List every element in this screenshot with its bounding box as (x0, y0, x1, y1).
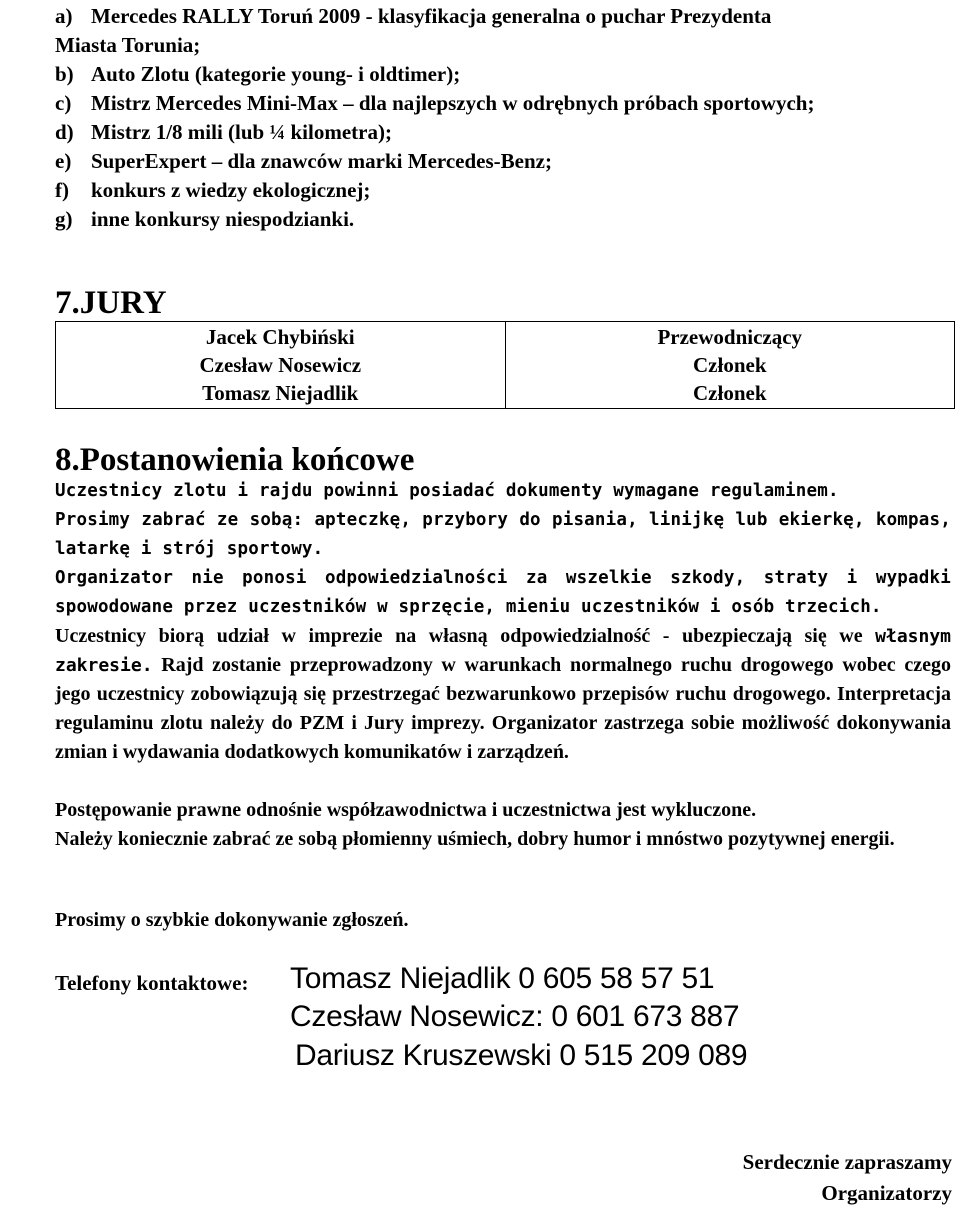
list-marker: e) (55, 149, 72, 173)
paragraph-liability: Organizator nie ponosi odpowiedzialności za wszelkie szkody, straty i wypadki spowodowane przez uczestników w sprzęcie, mieniu uczestników i osób trzecich. (55, 568, 951, 617)
list-item-text: konkurs z wiedzy ekologicznej; (91, 178, 371, 202)
signature-greeting: Serdecznie zapraszamy (742, 1150, 952, 1174)
jury-roles-cell (505, 322, 955, 409)
participation-text: Uczestnicy biorą udział w imprezie na własną odpowiedzialność - ubezpieczają się we (55, 625, 863, 647)
list-item-text: Mercedes RALLY Toruń 2009 - klasyfikacja generalna o puchar Prezydenta (91, 4, 772, 28)
list-item-text: inne konkursy niespodzianki. (91, 207, 355, 231)
list-marker: d) (55, 120, 74, 144)
prize-list (55, 2, 955, 234)
list-marker: f) (55, 178, 69, 202)
list-item (55, 118, 955, 147)
paragraph-energy: Należy koniecznie zabrać ze sobą płomienny uśmiech, dobry humor i mnóstwo pozytywnej energii. (55, 828, 895, 850)
list-marker: c) (55, 91, 72, 115)
paragraph-documents: Uczestnicy zlotu i rajdu powinni posiadać dokumenty wymagane regulaminem. (55, 481, 839, 501)
list-item-text: Mistrz Mercedes Mini-Max – dla najlepszych w odrębnych próbach sportowych; (91, 91, 815, 115)
jury-table (55, 321, 955, 409)
list-item (55, 205, 955, 234)
jury-member-role: Przewodniczący (657, 325, 803, 349)
list-item (55, 147, 955, 176)
list-item-text: Mistrz 1/8 mili (lub ¼ kilometra); (91, 120, 392, 144)
jury-names-cell (56, 322, 506, 409)
contact-line: Dariusz Kruszewski 0 515 209 089 (295, 1039, 748, 1072)
jury-heading: 7.JURY (55, 285, 167, 321)
final-provisions-heading: 8.Postanowienia końcowe (55, 442, 415, 478)
jury-member-role: Członek (693, 353, 767, 377)
contact-line: Czesław Nosewicz: 0 601 673 887 (290, 1000, 740, 1033)
list-item (55, 89, 955, 118)
jury-member-name: Tomasz Niejadlik (202, 381, 359, 405)
list-item (55, 176, 955, 205)
table-row (56, 322, 955, 409)
list-item-text: Auto Zlotu (kategorie young- i oldtimer); (91, 62, 461, 86)
paragraph-equipment: Prosimy zabrać ze sobą: apteczkę, przybory do pisania, linijkę lub ekierkę, kompas, latarkę i strój sportowy. (55, 510, 951, 559)
list-marker: g) (55, 207, 73, 231)
signature-organizers: Organizatorzy (821, 1181, 952, 1205)
participation-text-rest: Rajd zostanie przeprowadzony w warunkach normalnego ruchu drogowego wobec czego jego uczestnicy zobowiązują się przestrzegać bezwarunkowo przepisów ruchu drogowego. Interpretacja regulaminu zlotu należy do PZM i Jury imprezy. Organizator zastrzega sobie możliwość dokonywania zmian i wydawania dodatkowych komunikatów i zarządzeń. (55, 654, 951, 763)
participation-text-mono: własnym zakresie. (55, 626, 951, 676)
contact-line: Tomasz Niejadlik 0 605 58 57 51 (290, 962, 715, 995)
signature-block (743, 1147, 952, 1209)
list-item (55, 2, 955, 60)
list-item-text: SuperExpert – dla znawców marki Mercedes-Benz; (91, 149, 552, 173)
list-item-continuation: Miasta Torunia; (55, 33, 201, 57)
jury-member-name: Czesław Nosewicz (199, 353, 362, 377)
list-marker: a) (55, 4, 73, 28)
contact-label: Telefony kontaktowe: (55, 971, 249, 995)
jury-member-name: Jacek Chybiński (205, 325, 355, 349)
paragraph-applications: Prosimy o szybkie dokonywanie zgłoszeń. (55, 909, 409, 931)
jury-member-role: Członek (693, 381, 767, 405)
list-item (55, 60, 955, 89)
paragraph-participation (55, 622, 951, 767)
paragraph-legal: Postępowanie prawne odnośnie współzawodnictwa i uczestnictwa jest wykluczone. (55, 799, 757, 821)
list-marker: b) (55, 62, 74, 86)
